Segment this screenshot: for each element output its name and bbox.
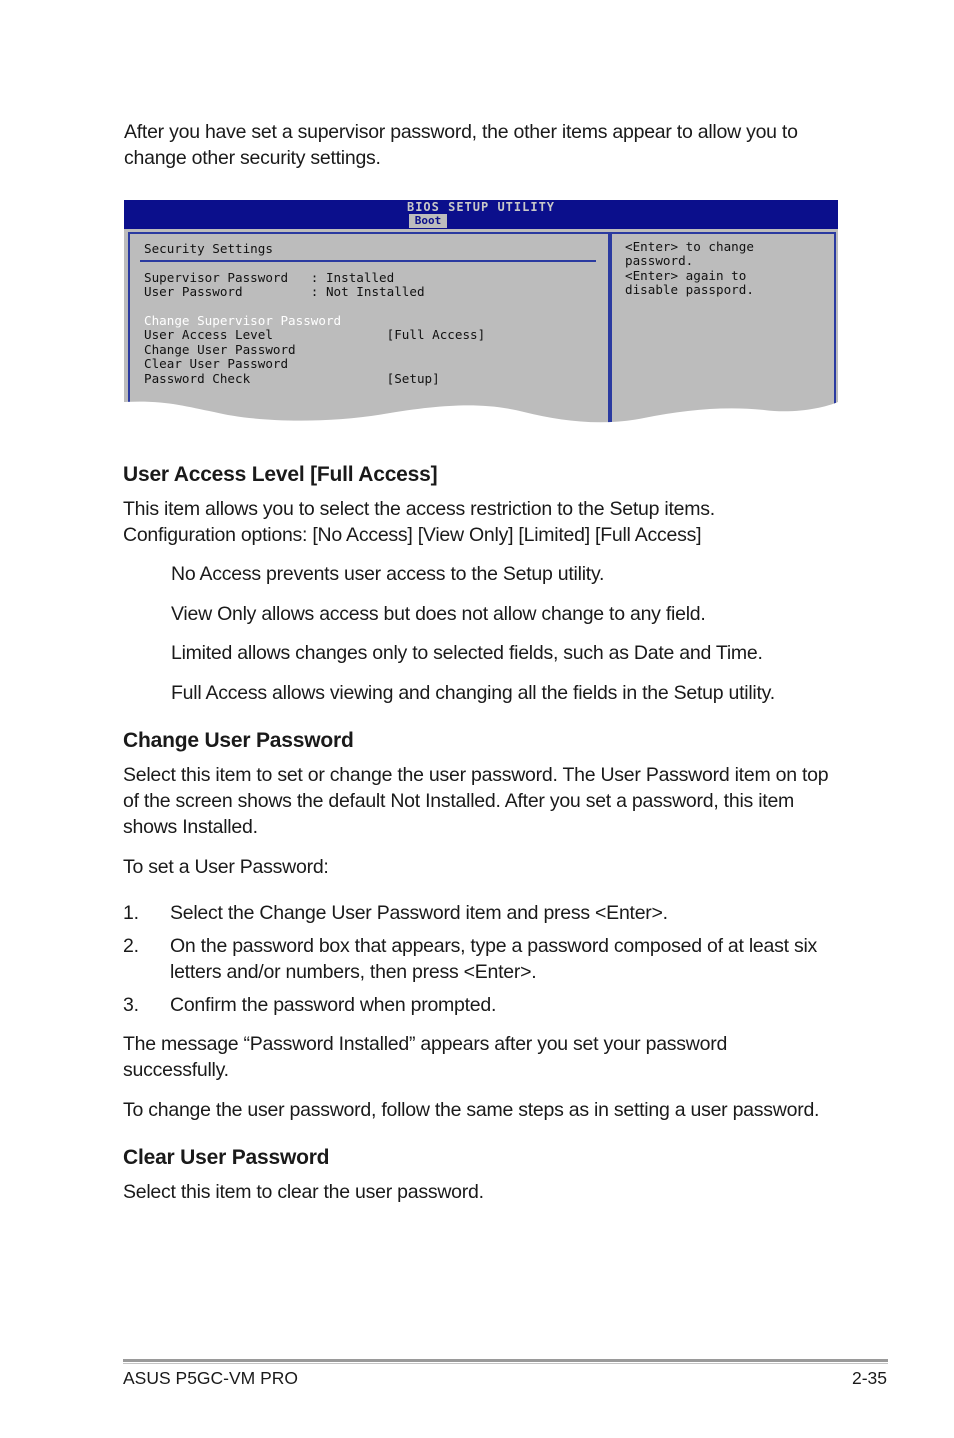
step-3-text: Confirm the password when prompted.: [170, 994, 497, 1016]
bios-help-line-2: password.: [625, 253, 694, 268]
bios-section-title: Security Settings: [144, 241, 273, 256]
bios-item-clear-user-password[interactable]: Clear User Password: [144, 356, 289, 371]
step-1-text: Select the Change User Password item and press <Enter>.: [170, 902, 668, 924]
config-options: Configuration options: [No Access] [View Only] [Limited] [Full Access]: [123, 524, 702, 546]
bios-help-line-3: <Enter> again to: [625, 268, 747, 283]
section-heading-clear-user-password: Clear User Password: [123, 1146, 330, 1169]
bios-item-change-user-password[interactable]: Change User Password: [144, 342, 296, 357]
option-view-only: View Only allows access but does not allow change to any field.: [171, 603, 706, 625]
intro-paragraph: After you have set a supervisor password, the other items appear to allow you to change other security settings.: [124, 121, 798, 169]
bios-supervisor-password: Supervisor Password : Installed: [144, 270, 395, 285]
step-2-number: 2.: [123, 935, 139, 957]
step-1-number: 1.: [123, 902, 139, 924]
section-heading-change-user-password: Change User Password: [123, 729, 354, 752]
bios-user-password: User Password : Not Installed: [144, 284, 425, 299]
bios-item-password-check[interactable]: Password Check [Setup]: [144, 371, 440, 386]
section-heading-user-access-level: User Access Level [Full Access]: [123, 463, 438, 486]
clear-password-description: Select this item to clear the user password.: [123, 1181, 484, 1203]
bios-item-change-supervisor-password[interactable]: Change Supervisor Password: [144, 313, 342, 328]
option-limited: Limited allows changes only to selected fields, such as Date and Time.: [171, 642, 763, 664]
footer-rule: [123, 1359, 888, 1362]
user-access-description: This item allows you to select the access restriction to the Setup items.: [123, 498, 715, 520]
bios-item-user-access-level[interactable]: User Access Level [Full Access]: [144, 327, 486, 342]
bios-tab-boot: Boot: [409, 214, 447, 228]
password-installed-message: The message “Password Installed” appears after you set your password successfully.: [123, 1033, 728, 1081]
footer-page-number: 2-35: [852, 1368, 888, 1388]
bios-title-bar: [124, 200, 838, 229]
change-password-note: To change the user password, follow the same steps as in setting a user password.: [123, 1099, 820, 1121]
bios-title: BIOS SETUP UTILITY: [406, 200, 556, 214]
step-2-text: On the password box that appears, type a password composed of at least six letters and/or numbers, then press <Enter>.: [170, 935, 818, 983]
bios-divider: [140, 260, 596, 262]
step-3-number: 3.: [123, 994, 139, 1016]
change-password-description: Select this item to set or change the user password. The User Password item on top of the screen shows the default Not Installed. After you set a password, this item shows Installed.: [123, 764, 829, 838]
option-full-access: Full Access allows viewing and changing all the fields in the Setup utility.: [171, 682, 775, 704]
bios-screenshot: [124, 200, 838, 430]
bios-help-line-4: disable passpord.: [625, 282, 754, 297]
footer-product-name: ASUS P5GC-VM PRO: [123, 1368, 299, 1388]
bios-help-line-1: <Enter> to change: [625, 239, 754, 254]
torn-edge: [124, 396, 838, 430]
set-password-intro: To set a User Password:: [123, 856, 329, 878]
footer-rule-thin: [123, 1363, 888, 1364]
option-no-access: No Access prevents user access to the Setup utility.: [171, 563, 605, 585]
